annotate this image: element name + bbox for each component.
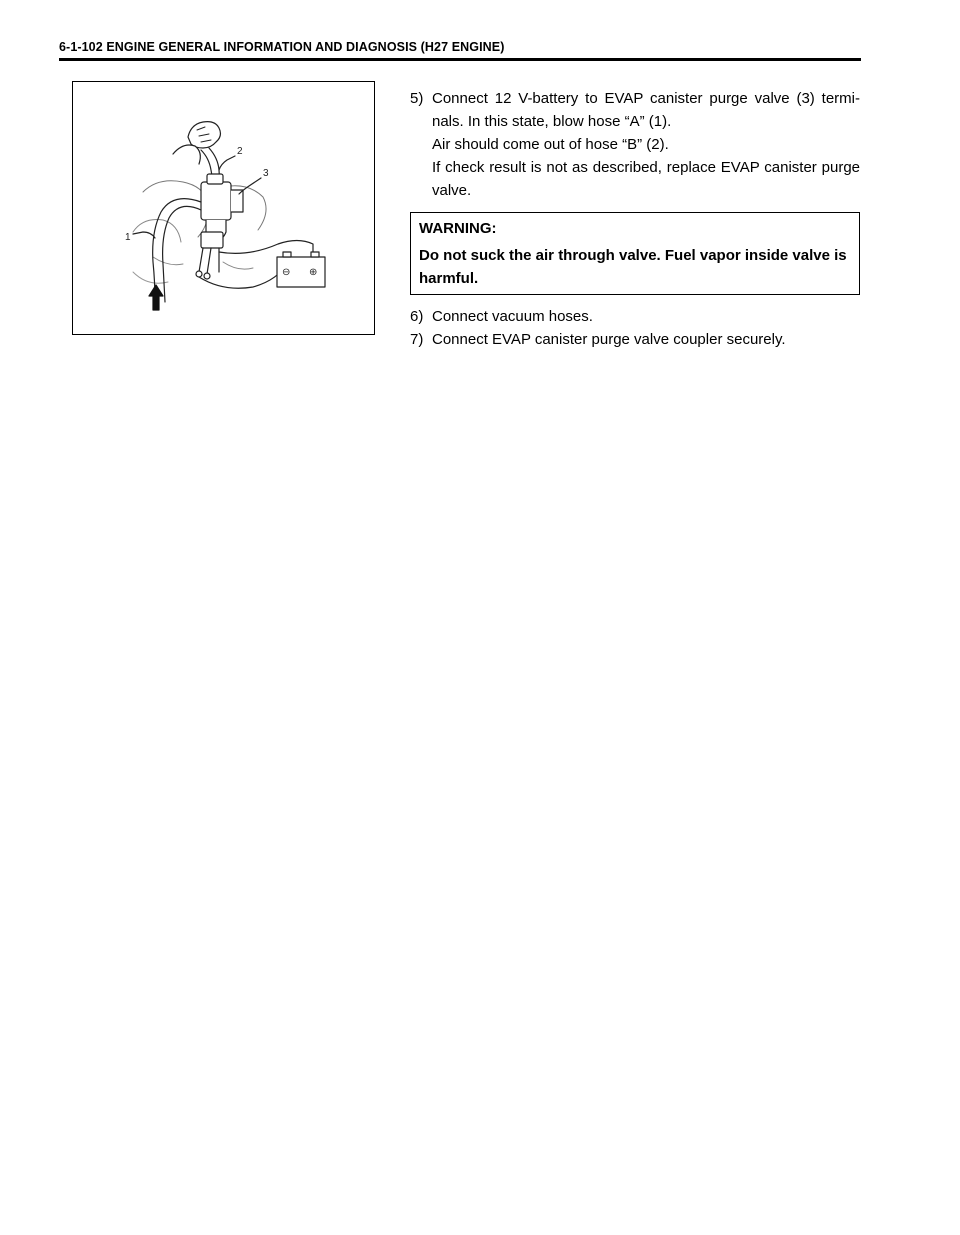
warning-box bbox=[410, 212, 860, 295]
page-header-title: 6-1-102 ENGINE GENERAL INFORMATION AND DIAGNOSIS (H27 ENGINE) bbox=[59, 40, 505, 54]
warning-title: WARNING: bbox=[419, 220, 497, 237]
step-text: Connect 12 V-battery to EVAP canister purge valve (3) termi-nals. In this state, blow hose “A” (1). bbox=[432, 90, 860, 130]
step-text: Connect vacuum hoses. bbox=[432, 308, 593, 325]
step-text: If check result is not as described, replace EVAP canister purge valve. bbox=[432, 159, 860, 199]
battery-minus-icon: ⊖ bbox=[282, 267, 291, 278]
warning-text: Do not suck the air through valve. Fuel vapor inside valve is harmful. bbox=[419, 247, 847, 287]
figure-evap-purge-valve bbox=[72, 81, 375, 335]
battery-plus-icon: ⊕ bbox=[309, 267, 318, 278]
step-text: Air should come out of hose “B” (2). bbox=[432, 136, 669, 153]
callout-1: 1 bbox=[125, 232, 131, 243]
callout-3: 3 bbox=[263, 168, 269, 179]
step-text: Connect EVAP canister purge valve coupler securely. bbox=[432, 331, 786, 348]
step-5 bbox=[410, 87, 860, 202]
page-header bbox=[59, 38, 861, 61]
step-7 bbox=[410, 328, 860, 351]
callout-2: 2 bbox=[237, 146, 243, 157]
step-number: 6) bbox=[410, 308, 424, 325]
procedure-content bbox=[410, 87, 860, 351]
step-number: 7) bbox=[410, 331, 424, 348]
step-number: 5) bbox=[410, 90, 424, 107]
step-6 bbox=[410, 305, 860, 328]
evap-valve-illustration bbox=[73, 82, 376, 336]
